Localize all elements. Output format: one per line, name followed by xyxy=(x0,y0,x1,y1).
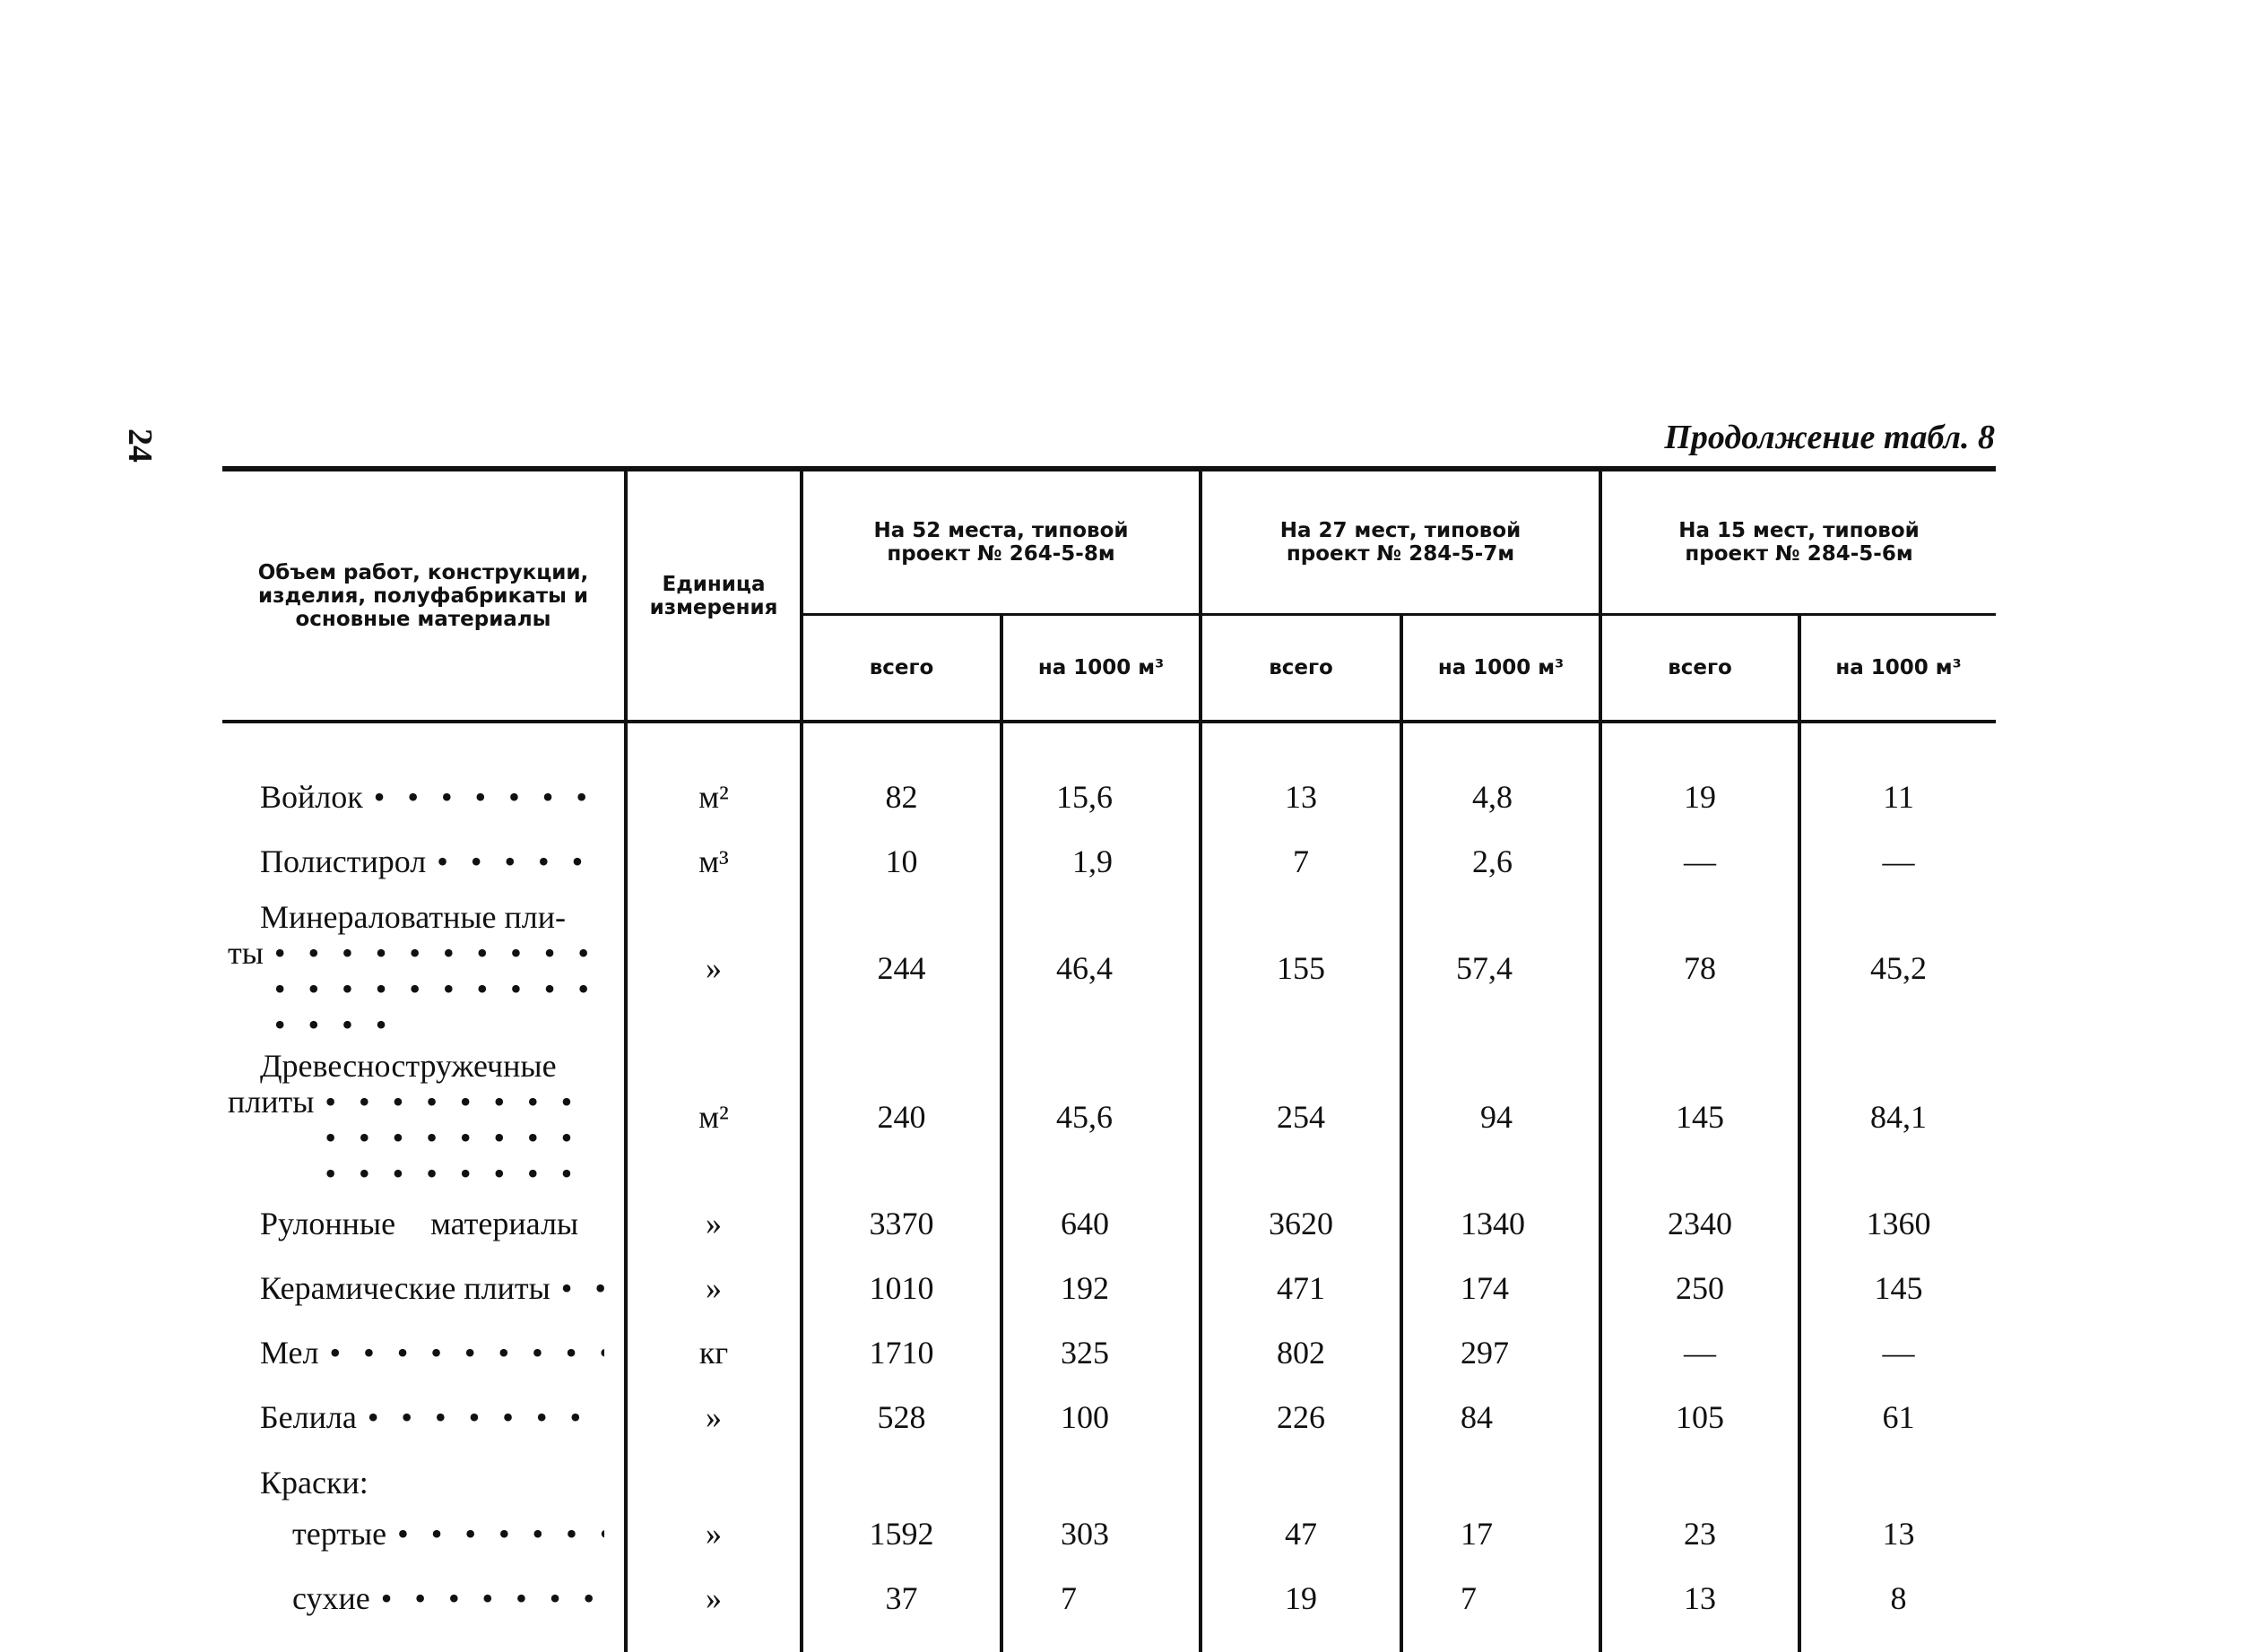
page-number: 24 xyxy=(121,428,159,463)
cell-total-52: 3370 xyxy=(802,1191,1001,1256)
row-name-text: тертые xyxy=(292,1516,387,1552)
table-row xyxy=(222,1256,1996,1320)
row-unit: м² xyxy=(626,722,802,829)
cell-per-15: 84,1 xyxy=(1799,1042,1996,1191)
row-name-text: сухие xyxy=(292,1580,370,1616)
cell-per-52: 192 xyxy=(1001,1256,1201,1320)
row-name-line2: ты xyxy=(228,935,264,971)
leader-dots xyxy=(357,1398,604,1436)
header-group-15: На 15 мест, типовой проект № 284-5-6м xyxy=(1600,469,1996,615)
header-col-unit: Единица измерения xyxy=(626,469,802,722)
header-sub-total-1: всего xyxy=(802,615,1001,722)
leader-dots xyxy=(426,843,604,880)
row-name xyxy=(222,1501,626,1566)
cell-per-15: — xyxy=(1799,829,1996,894)
header-col-name: Объем работ, конструкции, изделия, полуфабрикаты и основные материалы xyxy=(257,560,589,631)
row-unit: » xyxy=(626,894,802,1042)
cell-total-52: 528 xyxy=(802,1385,1001,1449)
cell-per-52: 1,9 xyxy=(1001,829,1201,894)
cell-per-27: 4,8 xyxy=(1401,722,1600,829)
row-unit: » xyxy=(626,1566,802,1652)
leader-dots xyxy=(370,1579,604,1617)
table-row xyxy=(222,1385,1996,1449)
cell-per-52: 640 xyxy=(1001,1191,1201,1256)
cell-total-52: 1710 xyxy=(802,1320,1001,1385)
empty-cell xyxy=(1401,1449,1600,1501)
row-name-text: Войлок xyxy=(260,779,363,815)
cell-total-27: 7 xyxy=(1201,829,1401,894)
cell-per-52: 325 xyxy=(1001,1320,1201,1385)
leader-dots xyxy=(550,1269,604,1307)
cell-per-15: 145 xyxy=(1799,1256,1996,1320)
header-sub-per-3: на 1000 м³ xyxy=(1799,615,1996,722)
table-row xyxy=(222,722,1996,829)
cell-total-52: 1592 xyxy=(802,1501,1001,1566)
empty-cell xyxy=(1600,1449,1799,1501)
table-row xyxy=(222,829,1996,894)
cell-per-27: 174 xyxy=(1401,1256,1600,1320)
cell-per-15: 13 xyxy=(1799,1501,1996,1566)
cell-total-52: 240 xyxy=(802,1042,1001,1191)
cell-total-15: 2340 xyxy=(1600,1191,1799,1256)
cell-per-15: 61 xyxy=(1799,1385,1996,1449)
cell-per-52: 15,6 xyxy=(1001,722,1201,829)
row-name-text: Мел xyxy=(260,1335,319,1371)
empty-cell xyxy=(1201,1449,1401,1501)
table-row xyxy=(222,894,1996,1042)
cell-per-15: 45,2 xyxy=(1799,894,1996,1042)
empty-cell xyxy=(1001,1449,1201,1501)
row-unit: м³ xyxy=(626,829,802,894)
cell-per-27: 2,6 xyxy=(1401,829,1600,894)
cell-total-15: 145 xyxy=(1600,1042,1799,1191)
row-group-name: Краски: xyxy=(260,1465,368,1501)
cell-per-27: 84 xyxy=(1401,1385,1600,1449)
table-row xyxy=(222,1042,1996,1191)
cell-total-15: — xyxy=(1600,1320,1799,1385)
cell-per-52: 303 xyxy=(1001,1501,1201,1566)
row-name xyxy=(222,1385,626,1449)
header-sub-total-2: всего xyxy=(1201,615,1401,722)
table-row xyxy=(222,1501,1996,1566)
row-name-line1: Минераловатные пли- xyxy=(260,899,566,935)
cell-total-27: 254 xyxy=(1201,1042,1401,1191)
materials-table xyxy=(222,466,1996,1652)
leader-dots xyxy=(264,935,604,1042)
table-body xyxy=(222,722,1996,1652)
table-row xyxy=(222,1320,1996,1385)
cell-total-52: 37 xyxy=(802,1566,1001,1652)
header-sub-per-2: на 1000 м³ xyxy=(1401,615,1600,722)
row-name xyxy=(222,1256,626,1320)
row-name xyxy=(222,1320,626,1385)
cell-per-15: 11 xyxy=(1799,722,1996,829)
leader-dots xyxy=(363,778,604,816)
cell-total-27: 226 xyxy=(1201,1385,1401,1449)
cell-per-27: 1340 xyxy=(1401,1191,1600,1256)
cell-total-27: 471 xyxy=(1201,1256,1401,1320)
cell-per-27: 57,4 xyxy=(1401,894,1600,1042)
row-name: Рулонные материалы xyxy=(260,1206,579,1241)
cell-total-15: 13 xyxy=(1600,1566,1799,1652)
table-row xyxy=(222,1191,1996,1256)
cell-per-52: 45,6 xyxy=(1001,1042,1201,1191)
empty-cell xyxy=(626,1449,802,1501)
cell-total-27: 13 xyxy=(1201,722,1401,829)
row-unit: » xyxy=(626,1191,802,1256)
cell-total-15: 23 xyxy=(1600,1501,1799,1566)
cell-per-52: 46,4 xyxy=(1001,894,1201,1042)
table-header xyxy=(222,469,1996,722)
cell-per-15: — xyxy=(1799,1320,1996,1385)
cell-total-15: 78 xyxy=(1600,894,1799,1042)
cell-total-27: 155 xyxy=(1201,894,1401,1042)
cell-per-27: 7 xyxy=(1401,1566,1600,1652)
cell-total-27: 3620 xyxy=(1201,1191,1401,1256)
table-row-group-heading xyxy=(222,1449,1996,1501)
leader-dots xyxy=(318,1334,604,1371)
cell-per-52: 100 xyxy=(1001,1385,1201,1449)
cell-total-15: — xyxy=(1600,829,1799,894)
materials-table-container xyxy=(222,466,1996,1652)
row-name xyxy=(222,829,626,894)
cell-per-27: 17 xyxy=(1401,1501,1600,1566)
leader-dots xyxy=(314,1084,604,1191)
cell-total-52: 10 xyxy=(802,829,1001,894)
cell-total-27: 802 xyxy=(1201,1320,1401,1385)
header-group-27: На 27 мест, типовой проект № 284-5-7м xyxy=(1201,469,1600,615)
row-unit: » xyxy=(626,1385,802,1449)
row-unit: » xyxy=(626,1256,802,1320)
cell-total-15: 19 xyxy=(1600,722,1799,829)
empty-cell xyxy=(802,1449,1001,1501)
row-name xyxy=(222,722,626,829)
row-name-text: Полистирол xyxy=(260,843,427,879)
table-row xyxy=(222,1566,1996,1652)
cell-total-52: 82 xyxy=(802,722,1001,829)
cell-per-27: 94 xyxy=(1401,1042,1600,1191)
table-continuation-label: Продолжение табл. 8 xyxy=(1664,419,1995,456)
row-name xyxy=(222,1566,626,1652)
header-sub-per-1: на 1000 м³ xyxy=(1001,615,1201,722)
row-name-line1: Древесностружечные xyxy=(260,1048,557,1084)
row-name-text: Белила xyxy=(260,1399,357,1435)
cell-per-52: 7 xyxy=(1001,1566,1201,1652)
row-unit: кг xyxy=(626,1320,802,1385)
cell-total-15: 250 xyxy=(1600,1256,1799,1320)
cell-total-15: 105 xyxy=(1600,1385,1799,1449)
row-name-line2: плиты xyxy=(228,1084,315,1120)
cell-total-27: 19 xyxy=(1201,1566,1401,1652)
row-unit: м² xyxy=(626,1042,802,1191)
cell-per-15: 1360 xyxy=(1799,1191,1996,1256)
header-sub-total-3: всего xyxy=(1600,615,1799,722)
empty-cell xyxy=(1799,1449,1996,1501)
row-name xyxy=(222,1042,626,1191)
leader-dots xyxy=(386,1515,604,1553)
cell-total-27: 47 xyxy=(1201,1501,1401,1566)
row-unit: » xyxy=(626,1501,802,1566)
cell-per-27: 297 xyxy=(1401,1320,1600,1385)
cell-total-52: 1010 xyxy=(802,1256,1001,1320)
row-name-text: Керамические плиты xyxy=(260,1270,550,1306)
row-name xyxy=(222,894,626,1042)
cell-per-15: 8 xyxy=(1799,1566,1996,1652)
cell-total-52: 244 xyxy=(802,894,1001,1042)
header-group-52: На 52 места, типовой проект № 264-5-8м xyxy=(802,469,1201,615)
